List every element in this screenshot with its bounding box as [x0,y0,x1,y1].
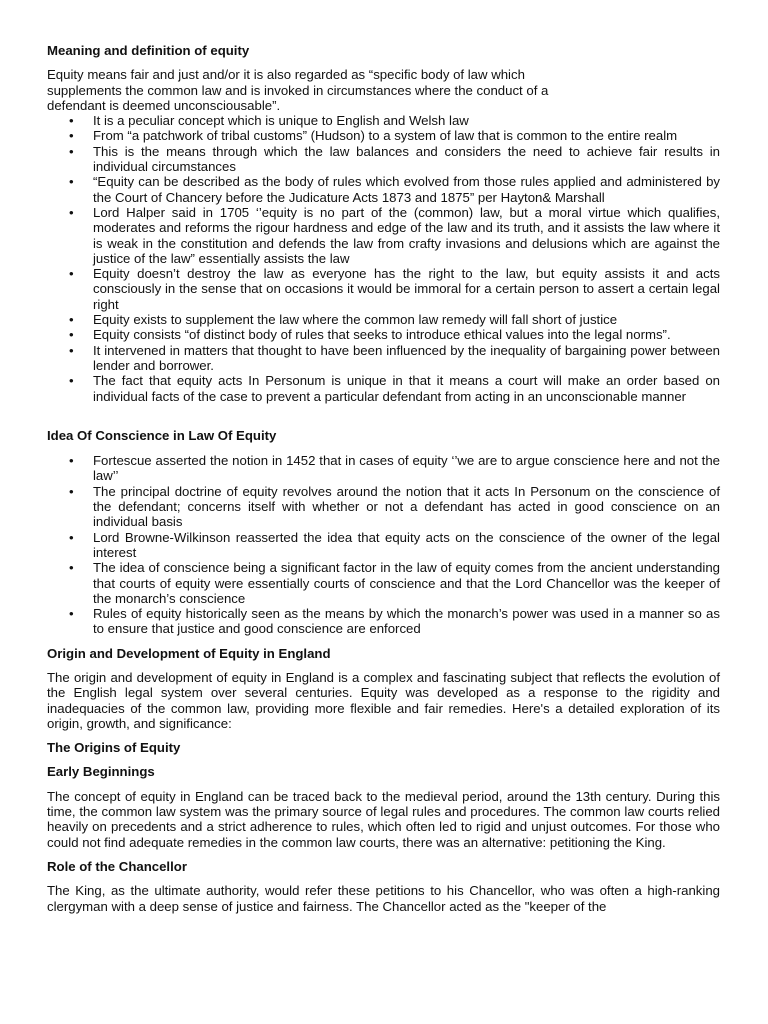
bullet-icon: • [69,204,74,220]
heading-origins-of-equity: The Origins of Equity [47,740,181,756]
heading-idea-of-conscience: Idea Of Conscience in Law Of Equity [47,427,277,443]
intro-line: defendant is deemed unconsciousable”. [47,97,281,113]
bullet-icon: • [69,453,74,469]
list-item: • Equity consists “of distinct body of rules that seeks to introduce ethical values into the legal norms”. [69,327,671,343]
bullet-icon: • [69,529,74,545]
intro-line: Equity means fair and just and/or it is also regarded as “specific body of law which [47,67,525,83]
heading-role-of-chancellor: Role of the Chancellor [47,858,187,874]
list-item: • It intervened in matters that thought to have been influenced by the inequality of bargaining power between lender and borrower. [69,342,720,373]
bullet-icon: • [69,143,74,159]
list-item: • It is a peculiar concept which is unique to English and Welsh law [69,113,469,129]
intro-line: supplements the common law and is invoked in circumstances where the conduct of a [47,82,549,98]
list-item: • The idea of conscience being a significant factor in the law of equity comes from the ancient understanding that courts of equity were essentially courts of conscience and that the Lord Chancellor was the keeper of the monarch’s conscience [69,560,720,606]
bullet-icon: • [69,373,74,389]
list-item: • The fact that equity acts In Personum is unique in that it means a court will make an order based on individual facts of the case to prevent a particular defendant from acting in an unconscionable manner [69,373,720,404]
list-item: • Lord Browne-Wilkinson reasserted the idea that equity acts on the conscience of the owner of the legal interest [69,529,720,560]
early-beginnings-paragraph: The concept of equity in England can be traced back to the medieval period, around the 13th century. During this time, the common law system was the primary source of legal rules and procedures. The common law courts relied heavily on precedents and a strict adherence to rules, which often led to rigid and unjust outcomes. For those who could not find adequate remedies in the common law courts, there was an alternative: petitioning the King. [47,788,720,850]
list-item: • Equity doesn’t destroy the law as everyone has the right to the law, but equity assists it and acts consciously in the sense that on occasions it would be immoral for a certain person to assert a certain legal right [69,266,720,312]
bullet-list-conscience [47,453,720,637]
list-item: • “Equity can be described as the body of rules which evolved from those rules applied and administered by the Court of Chancery before the Judicature Acts 1873 and 1875” per Hayton& Marshall [69,174,720,205]
list-item: • Equity exists to supplement the law where the common law remedy will fall short of justice [69,312,618,328]
bullet-icon: • [69,327,74,343]
bullet-icon: • [69,174,74,190]
intro-paragraph [47,67,720,113]
bullet-icon: • [69,266,74,282]
bullet-icon: • [69,606,74,622]
list-item: • Lord Halper said in 1705 ‘’equity is no part of the (common) law, but a moral virtue which qualifies, moderates and reforms the rigour hardness and edge of the law and its truth, and it assists the law where it is weak in the constitution and defends the law from crafty invasions and delusions which are against the justice of the law” essentially assists the law [69,204,720,266]
bullet-icon: • [69,483,74,499]
bullet-icon: • [69,312,74,328]
document-page [47,43,720,914]
bullet-icon: • [69,113,74,129]
list-item: • Fortescue asserted the notion in 1452 that in cases of equity ‘’we are to argue conscience here and not the law’’ [69,453,720,484]
heading-origin-development: Origin and Development of Equity in England [47,645,331,661]
bullet-icon: • [69,342,74,358]
heading-meaning-definition: Meaning and definition of equity [47,43,250,58]
bullet-list-meaning [47,113,720,404]
list-item: • This is the means through which the law balances and considers the need to achieve fair results in individual circumstances [69,143,720,175]
bullet-icon: • [69,128,74,144]
bullet-icon: • [69,560,74,576]
chancellor-paragraph: The King, as the ultimate authority, would refer these petitions to his Chancellor, who was often a high-ranking clergyman with a deep sense of justice and fairness. The Chancellor acted as the "keeper of the [47,883,720,914]
list-item: • The principal doctrine of equity revolves around the notion that it acts In Personum on the conscience of the defendant; concerns itself with whether or not a defendant has acted in good conscience on an individual basis [69,483,720,530]
origin-paragraph: The origin and development of equity in England is a complex and fascinating subject that reflects the evolution of the English legal system over several centuries. Equity was developed as a response to the rigidity and inadequacies of the common law, providing more flexible and fair remedies. Here's a detailed exploration of its origin, growth, and significance: [47,669,720,731]
list-item: • Rules of equity historically seen as the means by which the monarch’s power was used in a manner so as to ensure that justice and good conscience are enforced [69,606,720,637]
list-item: • From “a patchwork of tribal customs” (Hudson) to a system of law that is common to the entire realm [69,128,678,144]
heading-early-beginnings: Early Beginnings [47,764,155,780]
